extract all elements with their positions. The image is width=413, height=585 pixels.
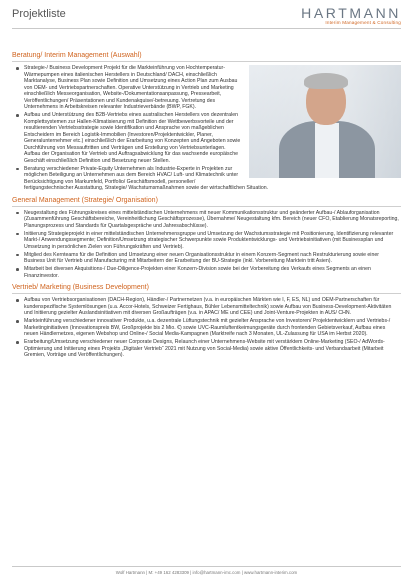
list-item: Aufbau und Unterstützung des B2B-Vertriebs eines australischen Herstellers von dezentralen Komplettsystemen zur Hallen-Klimatisierung mit Definition der Wettbewerbsvorteile und der resultierenden Vertriebsstrategie sowie Identifikation und Ansprache von maßgeblichen Entscheidern im Bereich Logistik-Immobilien (Investoren/Projektentwickler, Planer, Generalunternehmer etc.) einschließlich der Erarbeitung von Konzepten und Angeboten sowie Durchführung von Messauftritten und Verträgen und Erstellung von Vertriebsunterlagen. Aufbau der Organisation für Vertrieb und Auftragsabwicklung für das wachsende europäische Geschäft einschließlich Definition und Besetzung neuer Stellen. <box>24 112 401 164</box>
section-general-management <box>12 196 401 280</box>
section-divider <box>12 206 401 207</box>
section-title: Vertrieb/ Marketing (Business Development) <box>12 284 149 291</box>
section-sales-marketing <box>12 283 401 359</box>
bullet-list <box>12 210 401 280</box>
section-divider <box>12 61 401 62</box>
list-item: Mitglied des Kernteams für die Definition und Umsetzung einer neuen Organisationsstruktur in einem Konzern-Segment nach Restrukturierung sowie einer Business Unit für Vertrieb und Manufacturing mit Mitarbeitern der Erarbeitung der BU-Strategie (inkl. Vorbereitung Marktein tritt Asien). <box>24 252 401 265</box>
logo-tagline: Interim Management & Consulting <box>325 20 401 25</box>
list-item: Initiierung Strategieprojekt in einer mittelständischen Unternehmensgruppe und Umsetzung der Wachstumsstrategie mit Positionierung, Identifizierung relevanter Markt-/ Anwendungssegmente; Definition/Umsetzung strategischer Schwerpunkte sowie Produktentwicklungs- und Vertriebsinitiativen (mit Businessplan und Umsetzung in persönlichen Zielen von Führungskräften und Vertrieb). <box>24 231 401 251</box>
bullet-list <box>12 297 401 359</box>
footer-divider <box>12 566 401 567</box>
list-item: Aufbau von Vertriebsorganisationen (DACH-Region), Händler-/ Partnernetzen (v.a. in europäischen Märkten wie I, F, ES, NL) und OEM-Partnerschaften für kundenspezifische Systemlösungen (u.a. Accor-Hotels, Schweizer Fertighaus, Bühler Lebensmitteltechnik) sowie Aufbau von Business-Development-Aktivitäten und Initiierung gezielter Auslandsinitiativen mit diversen Großaufträgen (v.a. in APAC/ ME und CEE) und Joint-Venture-Projekten in AUS/ CHN. <box>24 297 401 317</box>
bullet-list <box>12 65 401 192</box>
list-item: Markteinführung verschiedener innovativer Produkte, u.a. dezentrale Lüftungstechnik mit gezielter Ansprache von Investoren/ Projektentwicklern und Vertriebs-/ Marketinginitiativen (Innovationspreis BW, Großprojekte bis 2 Mio. €) sowie UVC-Raumluftentkeimungsgeräte durch frontenden Gebietsverkauf, Aufbau eines neuen Händlernetzes, eigenen Webshop und Online-/ Social Media-Kampagnen (Marktreife nach 3 Monaten, UL-Zulassung für USA im Herbst 2020). <box>24 318 401 338</box>
section-title: Beratung/ Interim Management (Auswahl) <box>12 52 142 59</box>
list-item: Neugestaltung des Führungskreises eines mittelständischen Unternehmens mit neuer Kommunikationsstruktur und geänderter Aufbau-/ Ablauforganisation (Zusammenführung Geschäftsbereiche, Vereinheitlichung Geschäftsprozesse), Übernahme/ Neugestaltung kfm. Bereich (neuer CFO, Etablierung Monatsreporting, Planungsprozess und Standards für Quartalsgespräche und Jahresabschlüsse). <box>24 210 401 230</box>
list-item: Mitarbeit bei diversen Akquisitions-/ Due-Diligence-Projekten einer Konzern-Division sowie bei der Vorbereitung des Verkaufs eines Segments an einen Finanzinvestor. <box>24 266 401 279</box>
section-title: General Management (Strategie/ Organisation) <box>12 196 158 204</box>
list-item: Erarbeitung/Umsetzung verschiedener neuer Corporate Designs, Relaunch einer Unternehmens-Website mit verstärktem Online-Marketing (SEO-/ AdWords-Optimierung und Initiierung eines Projekts „Digitaler Vertrieb“ 2021 mit Nutzung von Social-Media) sowie aktive Öffentlichkeits- und Verbandsarbeit (Mitarbeit Gremien, Vorträge und Veröffentlichungen). <box>24 339 401 359</box>
footer-contact: Wolf Hartmann | M: +49 162 4283309 | info@hartmann-imc.com | www.hartmann-interim.com <box>115 570 298 575</box>
logo-wordmark: HARTMANN <box>301 5 401 21</box>
document-body <box>12 51 401 363</box>
list-item: Strategie-/ Business Development Projekt für die Markteinführung von Hochtemperatur-Wärmepumpen eines italienischen Herstellers in Deutschland/ DACH, einschließlich Marktanalyse, Business Plan sowie Definition und Umsetzung eines Action Plan zum Ausbau von OEM- und Vertriebspartnerschaften. Operative Unterstützung in Vertrieb und Marketing einschließlich Messeorganisation, Website-/Dokumentationsanpassung, Pressearbeit, Veröffentlichungen/ Präsentationen und Kundenakquise/-betreuung. Vertretung des Unternehmens in Arbeitskreisen relevanter Industrieverbände (BWP, FGK). <box>24 65 401 111</box>
list-item: Beratung verschiedener Private-Equity Unternehmen als Industrie-Experte in Projekten zur möglichen Beteiligung an Unternehmen aus dem Bereich HVAC/ Luft- und Klimatechnik unter Berücksichtigung von Markumfeld, Portfolio/ Geschäftsmodell, personeller/ fertigungstechnischer Ausstattung, Strategie/ Wachstumsmaßnahmen sowie der wirtschaftlichen Situation. <box>24 166 401 192</box>
section-divider <box>12 293 401 294</box>
page-title: Projektliste <box>12 8 66 20</box>
header-divider <box>12 28 401 29</box>
section-consulting <box>12 51 401 192</box>
company-logo <box>301 5 401 25</box>
